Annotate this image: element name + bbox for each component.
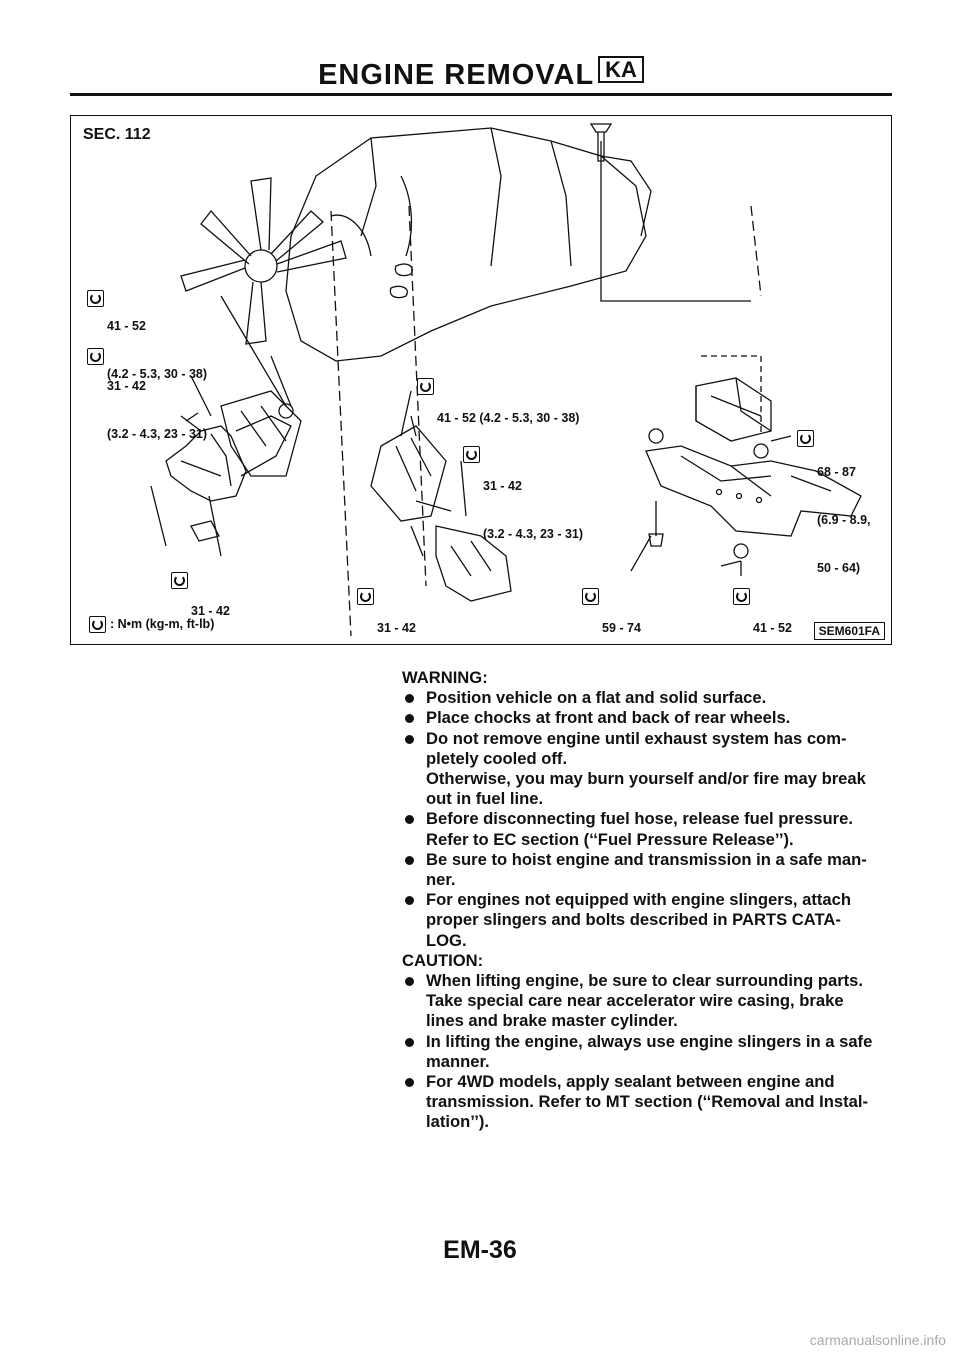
torque-wrench-icon [87,290,104,307]
bullet-item [402,1032,897,1072]
page-header [70,50,892,90]
bullet-text: Do not remove engine until exhaust system has com- [426,728,847,748]
page-title: ENGINE REMOVAL [318,59,595,91]
section-label: SEC. 112 [83,126,151,143]
bullet-text: proper slingers and bolts described in PARTS CATA- [426,910,841,930]
torque-label: 31 - 42 [377,621,416,635]
bullet-icon [405,714,414,723]
bullet-icon [405,694,414,703]
bullet-text: ner. [426,870,456,890]
header-rule [70,93,892,96]
torque-wrench-icon [733,588,750,605]
torque-wrench-icon [797,430,814,447]
warning-list [402,688,897,951]
bullet-text: manner. [426,1051,490,1071]
bullet-icon [405,735,414,744]
torque-legend [89,616,214,633]
bullet-item [402,1072,897,1133]
torque-label: 31 - 42 [191,604,230,618]
bullet-icon [405,1038,414,1047]
torque-wrench-icon [582,588,599,605]
torque-wrench-icon [463,446,480,463]
bullet-icon [405,977,414,986]
bullet-text: lines and brake master cylinder. [426,1011,678,1031]
torque-wrench-icon [87,348,104,365]
torque-label: 31 - 42 (3.2 - 4.3, 23 - 31) [107,379,208,441]
bullet-text: Take special care near accelerator wire casing, brake [426,991,844,1011]
bullet-text: For 4WD models, apply sealant between engine and [426,1072,835,1092]
torque-wrench-icon [171,572,188,589]
legend-text: : N•m (kg-m, ft-lb) [110,616,215,631]
bullet-text: When lifting engine, be sure to clear surrounding parts. [426,971,864,991]
bullet-icon [405,1078,414,1087]
bullet-icon [405,896,414,905]
torque-label: 31 - 42 (3.2 - 4.3, 23 - 31) [483,479,584,541]
bullet-text: Position vehicle on a flat and solid surface. [426,688,767,708]
bullet-text: pletely cooled off. [426,748,568,768]
watermark: carmanualsonline.info [809,1332,946,1348]
bullet-text: out in fuel line. [426,789,544,809]
bullet-item [402,809,897,849]
bullet-text: Refer to EC section (‘‘Fuel Pressure Release’’). [426,829,794,849]
warning-heading: WARNING: [402,668,488,687]
torque-label: 59 - 74 [602,621,641,635]
torque-wrench-icon [89,616,106,633]
torque-wrench-icon [357,588,374,605]
engine-badge: KA [598,56,644,83]
bullet-text: LOG. [426,930,467,950]
bullet-item [402,971,897,1032]
bullet-text: In lifting the engine, always use engine slingers in a safe [426,1031,873,1051]
torque-label: 41 - 52 (4.2 - 5.3, 30 - 38) [437,411,580,425]
torque-label: 41 - 52 (4.2 - 5.3, 30 - 38) [107,319,208,381]
bullet-text: Be sure to hoist engine and transmission in a safe man- [426,849,867,869]
caution-list [402,971,897,1133]
bullet-item [402,708,897,728]
torque-wrench-icon [417,378,434,395]
page-number: EM-36 [443,1236,517,1264]
bullet-icon [405,815,414,824]
bullet-item [402,850,897,890]
bullet-text: For engines not equipped with engine slingers, attach [426,890,852,910]
bullet-text: lation’’). [426,1112,489,1132]
caution-heading: CAUTION: [402,950,484,970]
bullet-text: Otherwise, you may burn yourself and/or fire may break [426,769,866,789]
bullet-text: transmission. Refer to MT section (‘‘Removal and Instal- [426,1092,868,1112]
instructions [402,668,897,1133]
torque-label: 41 - 52 [753,621,792,635]
figure-id: SEM601FA [814,622,885,640]
bullet-item [402,688,897,708]
bullet-text: Before disconnecting fuel hose, release fuel pressure. [426,809,853,829]
engine-mount-figure [70,115,892,645]
bullet-text: Place chocks at front and back of rear wheels. [426,708,791,728]
torque-label: 68 - 87 (6.9 - 8.9, 50 - 64) [817,465,871,575]
bullet-item [402,729,897,810]
bullet-icon [405,856,414,865]
bullet-item [402,890,897,951]
